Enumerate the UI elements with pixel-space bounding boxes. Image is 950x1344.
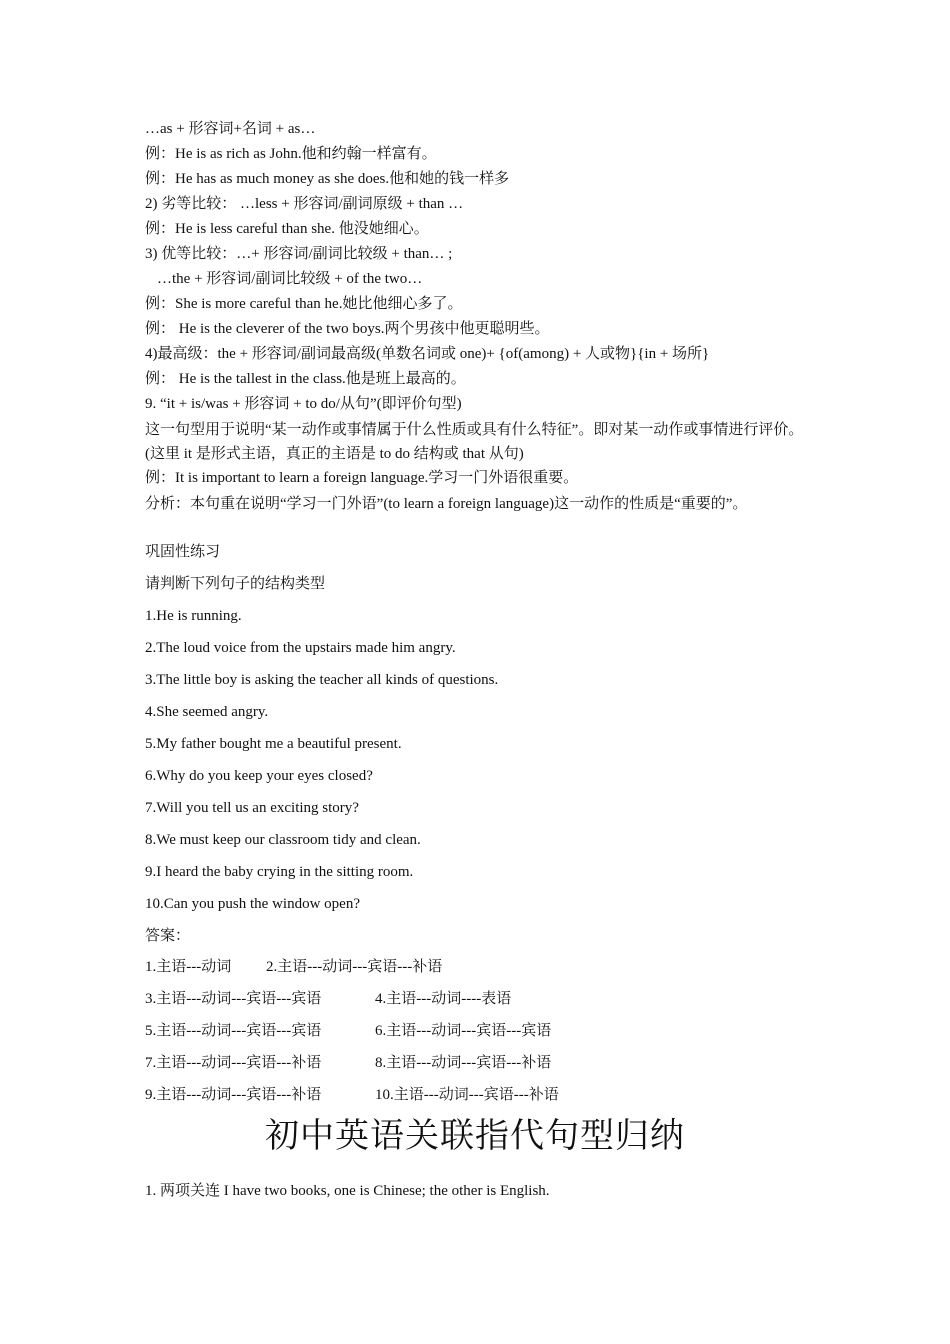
grammar-line: 4)最高级：the + 形容词/副词最高级(单数名词或 one)+ {of(among) + 人或物}{in + 场所} [145, 346, 710, 362]
grammar-line: …as + 形容词+名词 + as… [145, 121, 316, 137]
grammar-line: 例：He is as rich as John.他和约翰一样富有。 [145, 146, 437, 162]
grammar-line: 3) 优等比较：…+ 形容词/副词比较级 + than… ; [145, 246, 453, 262]
section-title: 初中英语关联指代句型归纳 [265, 1118, 685, 1155]
example-line: 例：It is important to learn a foreign language.学习一门外语很重要。 [145, 470, 579, 486]
answer-item: 4.主语---动词----表语 [375, 991, 512, 1007]
exercise-item: 1.He is running. [145, 608, 242, 624]
answer-item: 8.主语---动词---宾语---补语 [375, 1055, 552, 1071]
answer-item: 2.主语---动词---宾语---补语 [266, 959, 443, 975]
exercise-item: 6.Why do you keep your eyes closed? [145, 768, 373, 784]
grammar-line: 例： He is the cleverer of the two boys.两个男孩中他更聪明些。 [145, 321, 550, 337]
answer-item: 1.主语---动词 [145, 959, 232, 975]
exercise-item: 10.Can you push the window open? [145, 896, 360, 912]
practice-heading: 巩固性练习 [145, 544, 221, 560]
answer-item: 7.主语---动词---宾语---补语 [145, 1055, 322, 1071]
exercise-item: 9.I heard the baby crying in the sitting room. [145, 864, 414, 880]
grammar-line: 例：He is less careful than she. 他没她细心。 [145, 221, 429, 237]
answer-item: 3.主语---动词---宾语---宾语 [145, 991, 322, 1007]
explanation-paragraph: 这一句型用于说明“某一动作或事情属于什么性质或具有什么特征”。即对某一动作或事情进行评价。(这里 it 是形式主语，真正的主语是 to do 结构或 that 从句) [145, 422, 804, 462]
exercise-item: 7.Will you tell us an exciting story? [145, 800, 359, 816]
grammar-line: 例： He is the tallest in the class.他是班上最高的。 [145, 371, 466, 387]
exercise-item: 4.She seemed angry. [145, 704, 269, 720]
grammar-line: …the + 形容词/副词比较级 + of the two… [157, 271, 423, 287]
grammar-line: 2) 劣等比较： …less + 形容词/副词原级 + than … [145, 196, 464, 212]
exercise-item: 2.The loud voice from the upstairs made him angry. [145, 640, 456, 656]
grammar-line: 例：He has as much money as she does.他和她的钱一样多 [145, 171, 510, 187]
exercise-item: 8.We must keep our classroom tidy and clean. [145, 832, 421, 848]
answer-item: 10.主语---动词---宾语---补语 [375, 1087, 559, 1103]
analysis-paragraph: 分析：本句重在说明“学习一门外语”(to learn a foreign language)这一动作的性质是“重要的”。 [145, 496, 748, 512]
answer-item: 9.主语---动词---宾语---补语 [145, 1087, 322, 1103]
answer-item: 5.主语---动词---宾语---宾语 [145, 1023, 322, 1039]
exercise-item: 3.The little boy is asking the teacher all kinds of questions. [145, 672, 499, 688]
practice-instruction: 请判断下列句子的结构类型 [145, 576, 326, 592]
grammar-line: 例：She is more careful than he.她比他细心多了。 [145, 296, 463, 312]
exercise-item: 5.My father bought me a beautiful present. [145, 736, 402, 752]
answer-heading: 答案： [145, 928, 191, 944]
section-first-item: 1. 两项关连 I have two books, one is Chinese; the other is English. [145, 1183, 550, 1199]
answer-item: 6.主语---动词---宾语---宾语 [375, 1023, 552, 1039]
grammar-line: 9. “it + is/was + 形容词 + to do/从句”(即评价句型) [145, 396, 462, 412]
